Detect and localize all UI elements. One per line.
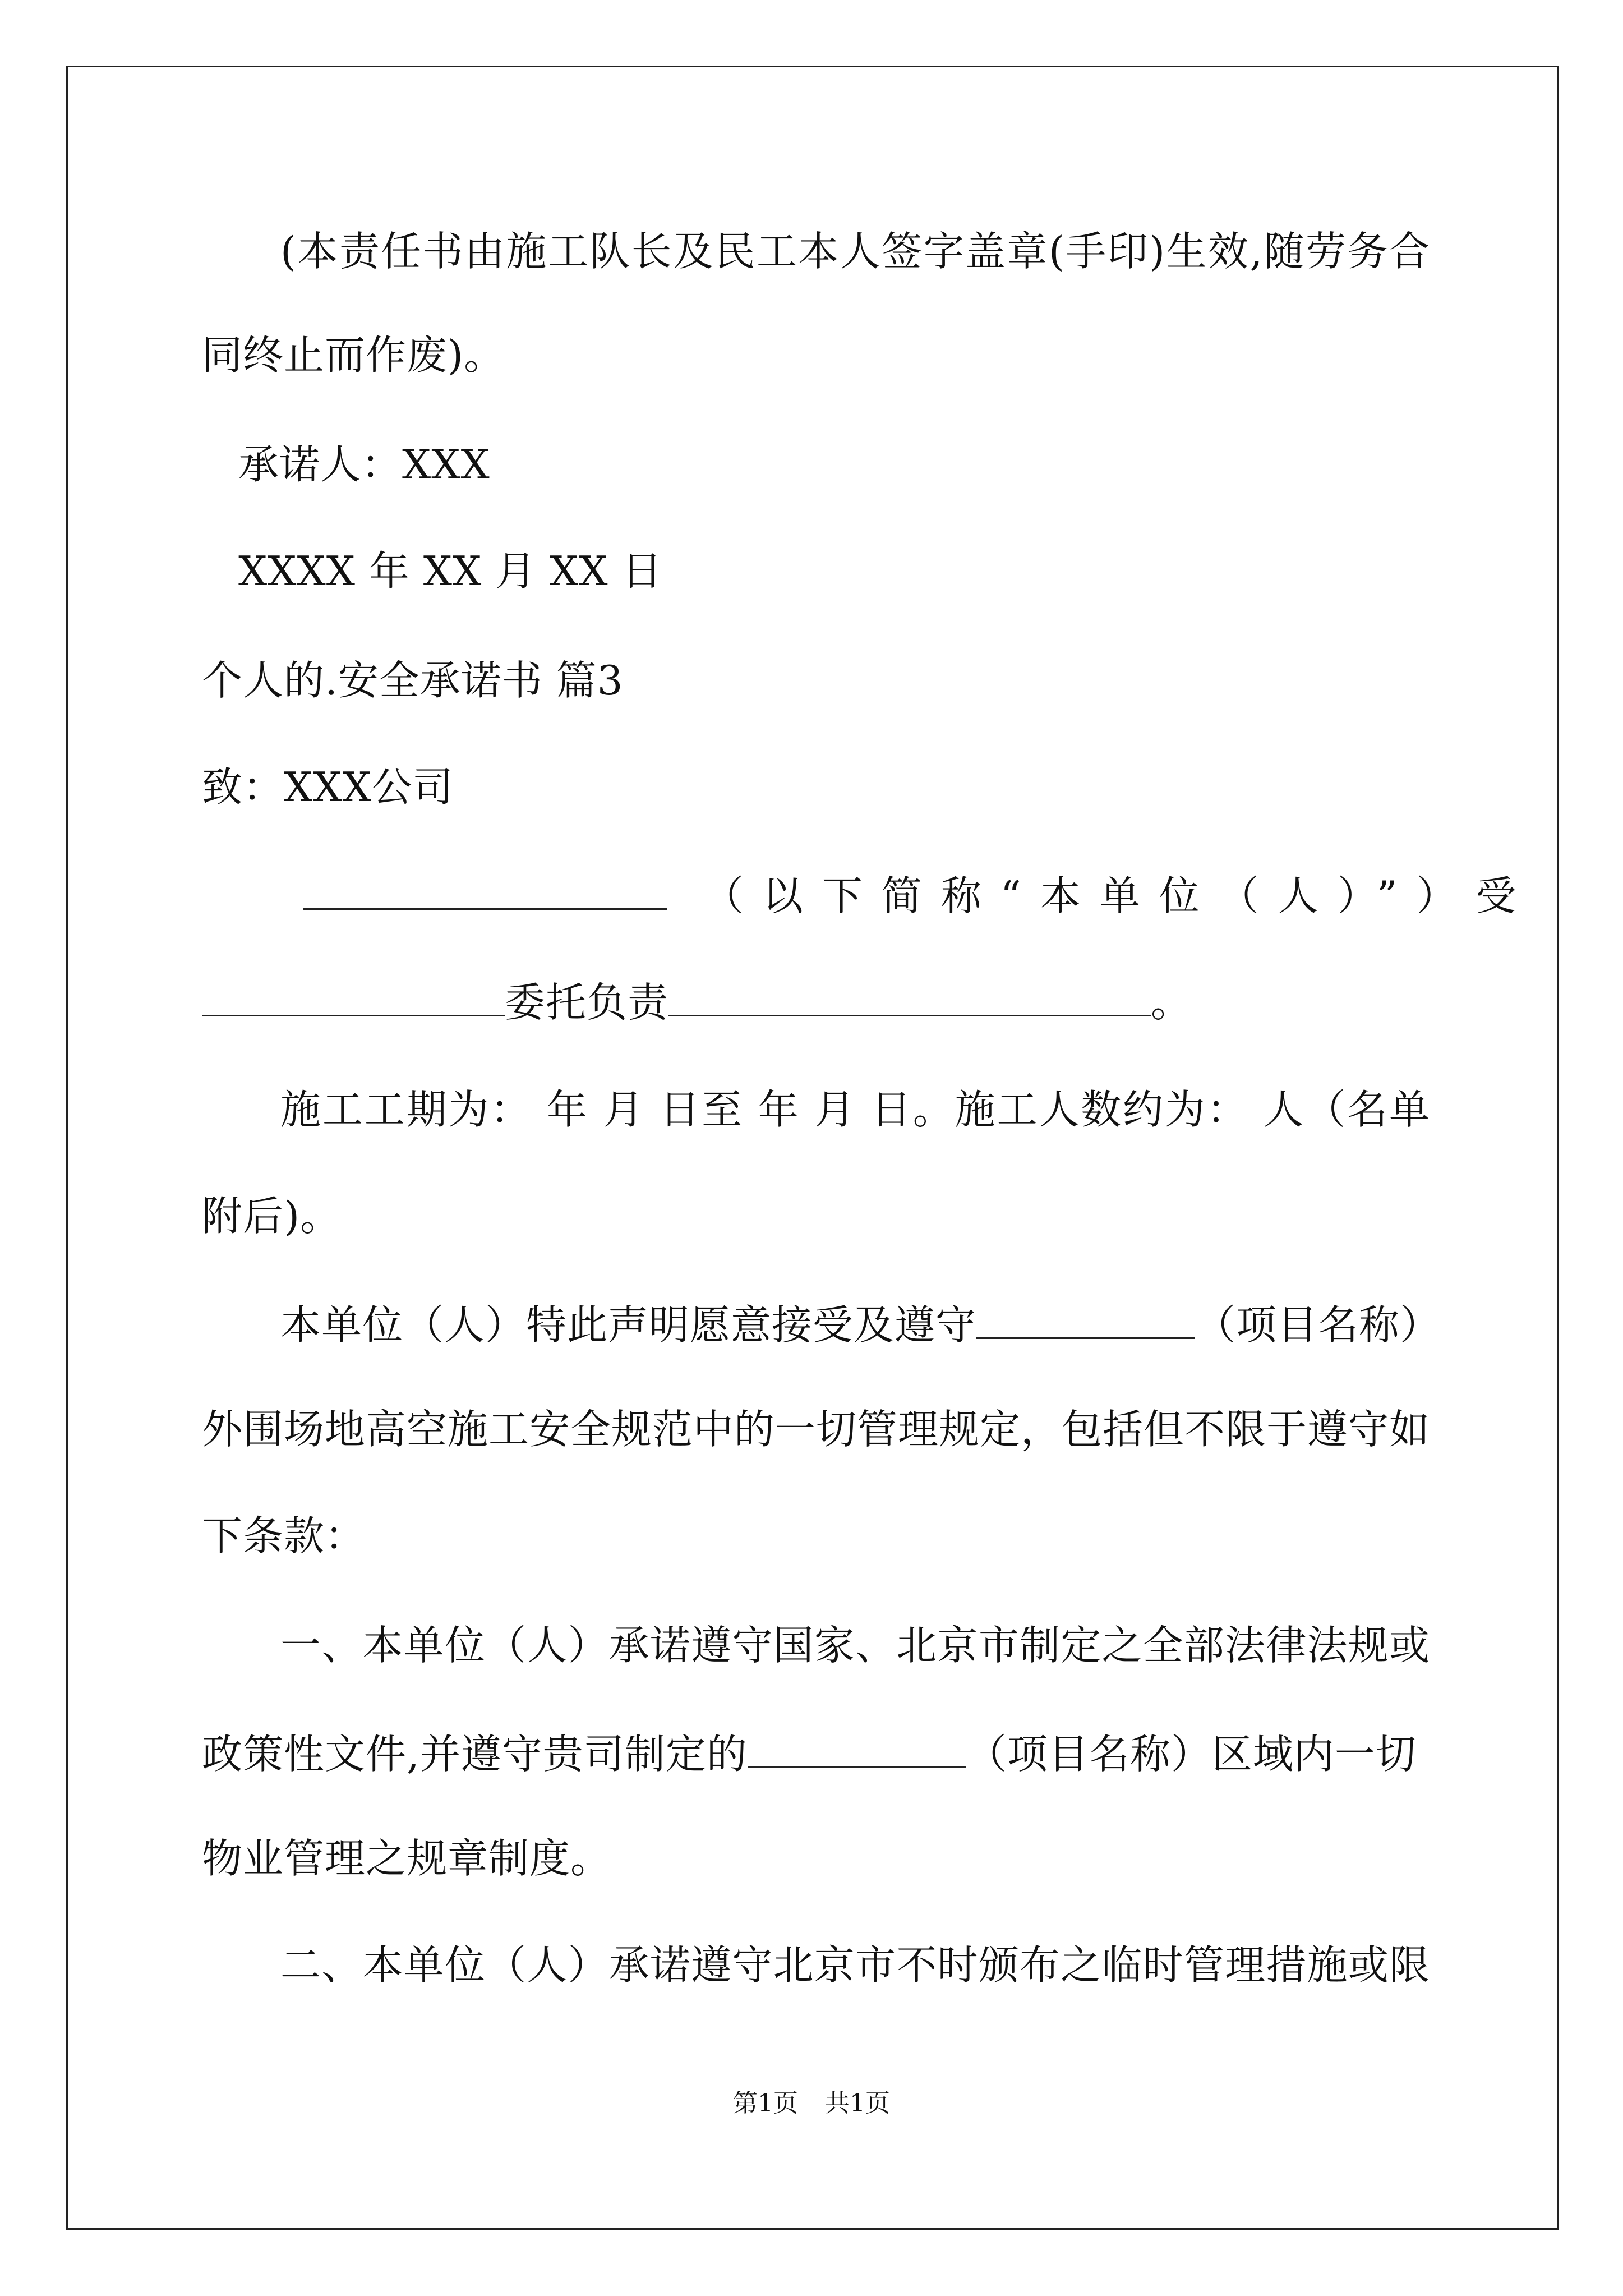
paragraph-line: 同终止而作废)。	[202, 332, 505, 379]
paragraph-line	[280, 1296, 1441, 1350]
paragraph-line: 附后)。	[202, 1193, 342, 1240]
paragraph-text: （以下简称“本单位（人）”）受	[703, 872, 1536, 919]
fill-in-blank	[976, 1296, 1195, 1339]
page-footer	[0, 2087, 1623, 2120]
paragraph-text: （项目名称）	[1195, 1301, 1441, 1349]
paragraph-line: (本责任书由施工队长及民工本人签字盖章(手印)生效,随劳务合	[280, 228, 1430, 275]
fill-in-blank	[748, 1725, 966, 1768]
addressee-line: 致：XXX公司	[202, 763, 454, 811]
paragraph-line: 物业管理之规章制度。	[202, 1835, 612, 1882]
page-number: 第1页	[733, 2089, 798, 2118]
paragraph-line: 一、本单位（人）承诺遵守国家、北京市制定之全部法律法规或	[280, 1622, 1430, 1669]
fill-in-blank	[303, 867, 667, 910]
paragraph-text: 。	[1151, 979, 1192, 1026]
paragraph-text: 本单位（人）特此声明愿意接受及遵守	[280, 1301, 977, 1349]
date-line: XXXX 年 XX 月 XX 日	[238, 547, 663, 595]
page-total: 共1页	[825, 2089, 890, 2118]
section-title: 个人的.安全承诺书 篇3	[202, 657, 624, 704]
paragraph-text: 政策性文件,并遵守贵司制定的	[202, 1731, 748, 1778]
paragraph-line	[202, 1725, 1417, 1779]
page-border	[66, 66, 1559, 2230]
fill-in-blank	[668, 973, 1151, 1016]
paragraph-line: 外围场地高空施工安全规范中的一切管理规定，包括但不限于遵守如	[202, 1406, 1431, 1453]
paragraph-text: （项目名称）区域内一切	[966, 1731, 1417, 1778]
promisor-line: 承诺人：XXX	[238, 441, 490, 488]
paragraph-line: 下条款：	[202, 1512, 366, 1559]
paragraph-line: 二、本单位（人）承诺遵守北京市不时颁布之临时管理措施或限	[280, 1941, 1430, 1989]
paragraph-line	[202, 867, 1536, 921]
paragraph-text: 委托负责	[505, 979, 669, 1026]
paragraph-line: 施工工期为： 年 月 日至 年 月 日。施工人数约为： 人（名单	[280, 1086, 1430, 1133]
paragraph-line	[202, 973, 1192, 1027]
fill-in-blank	[202, 973, 505, 1016]
